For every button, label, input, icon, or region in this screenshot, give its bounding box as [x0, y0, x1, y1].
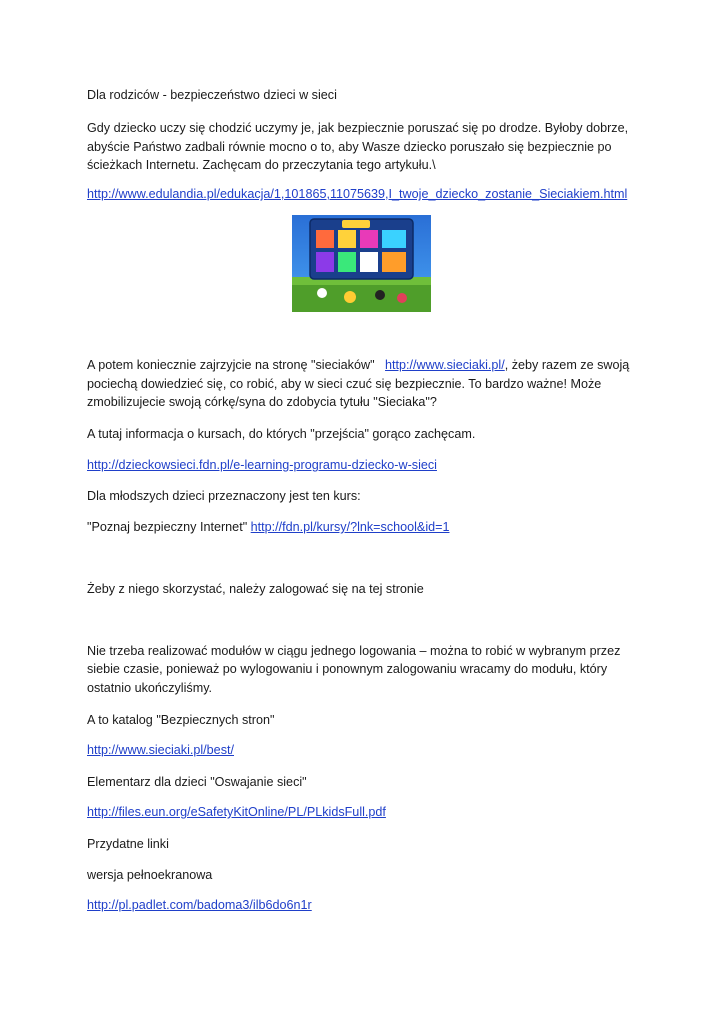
modules-line-1: Nie trzeba realizować modułów w ciągu jednego logowania – można to robić w wybranym przez — [87, 644, 621, 658]
courses-text: A tutaj informacja o kursach, do których "przejścia" gorąco zachęcam. — [87, 427, 476, 441]
sieciaki-line-3: zmobilizujecie swoją córkę/syna do zdobycia tytułu "Sieciaka"? — [87, 395, 437, 409]
page-title: Dla rodziców - bezpieczeństwo dzieci w sieci — [87, 88, 337, 102]
best-sites-link[interactable]: http://www.sieciaki.pl/best/ — [87, 743, 234, 757]
course-link[interactable]: http://fdn.pl/kursy/?lnk=school&id=1 — [250, 520, 450, 534]
elementarz-text: Elementarz dla dzieci "Oswajanie sieci" — [87, 775, 307, 789]
padlet-link[interactable]: http://pl.padlet.com/badoma3/ilb6do6n1r — [87, 898, 312, 912]
login-text: Żeby z niego skorzystać, należy zalogować się na tej stronie — [87, 582, 424, 596]
sieciaki-text-after: , żeby razem ze swoją — [504, 358, 630, 372]
sieciaki-link[interactable]: http://www.sieciaki.pl/ — [385, 358, 505, 372]
intro-line-1: Gdy dziecko uczy się chodzić uczymy je, jak bezpiecznie poruszać się po drodze. Byłoby dobrze, — [87, 121, 629, 135]
sieciaki-line-2: pociechą dowiedzieć się, co robić, aby w sieci czuć się bezpiecznie. To bardzo ważne! Może — [87, 377, 602, 391]
modules-line-3: ostatnio ukończyliśmy. — [87, 681, 213, 695]
pdf-link[interactable]: http://files.eun.org/eSafetyKitOnline/PL/PLkidsFull.pdf — [87, 805, 386, 819]
course-name: "Poznaj bezpieczny Internet" — [87, 520, 251, 534]
catalog-text: A to katalog "Bezpiecznych stron" — [87, 713, 275, 727]
modules-line-2: siebie czasie, ponieważ po wylogowaniu i ponownym zalogowaniu wracamy do modułu, który — [87, 662, 608, 676]
courses-link[interactable]: http://dzieckowsieci.fdn.pl/e-learning-programu-dziecko-w-sieci — [87, 458, 437, 472]
useful-links-heading: Przydatne linki — [87, 837, 169, 851]
sieciaki-text-before: A potem koniecznie zajrzyjcie na stronę "sieciaków" — [87, 358, 386, 372]
edulandia-link[interactable]: http://www.edulandia.pl/edukacja/1,101865,11075639,I_twoje_dziecko_zostanie_Sieciakiem.html — [87, 187, 628, 201]
sieciaki-screenshot-image — [292, 215, 431, 312]
intro-line-3: ścieżkach Internetu. Zachęcam do przeczytania tego artykułu.\ — [87, 158, 436, 172]
younger-children-text: Dla młodszych dzieci przeznaczony jest ten kurs: — [87, 489, 361, 503]
fullscreen-text: wersja pełnoekranowa — [87, 868, 213, 882]
intro-line-2: abyście Państwo zadbali równie mocno o to, aby Wasze dziecko poruszało się bezpiecznie po — [87, 140, 612, 154]
